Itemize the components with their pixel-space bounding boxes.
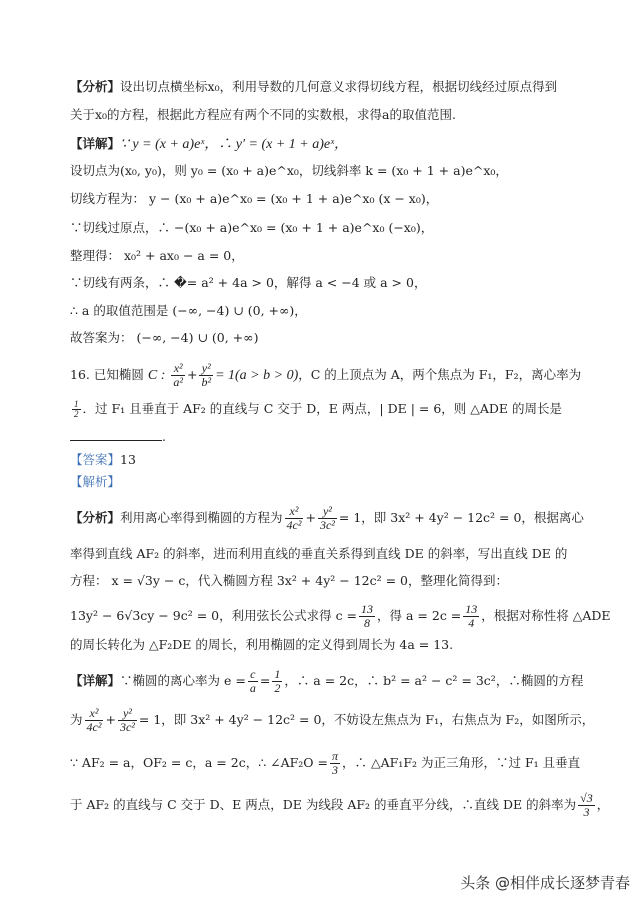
analysis16-line-2 <box>70 545 567 563</box>
text: = 1，即 3x² + 4y² − 12c² = 0，根据离心 <box>338 510 584 525</box>
numerator: 13 <box>361 602 374 616</box>
text: ∵切线过原点，∴ −(x₀ + a)e^x₀ = (x₀ + 1 + a)e^x₀ (−x₀)， <box>70 220 434 235</box>
numerator: 13 <box>465 602 478 616</box>
text: 13y² − 6√3cy − 9c² = 0，利用弦长公式求得 c = <box>70 608 358 623</box>
fraction <box>285 505 304 532</box>
numerator: c <box>248 668 258 682</box>
fraction <box>171 362 185 389</box>
prev-line-2 <box>70 162 508 180</box>
equation: C : <box>147 368 166 383</box>
prev-analysis-line-1 <box>70 78 557 96</box>
detail16-line-2: 为 $\frac{\text{x²}}{\text{4c²}}$ + $\frac{\text{y²}}{\text{3c²}}$ = 1，即 3x² + 4y² − 12c² = 0，不妨设左焦点为 F₁，右焦点为 F₂，如图所示， <box>70 706 595 734</box>
denominator: 8 <box>364 616 371 630</box>
text: ，得 a = 2c = <box>377 608 462 623</box>
text: 切线方程为： y − (x₀ + a)e^x₀ = (x₀ + 1 + a)e^x₀ (x − x₀)， <box>70 191 439 206</box>
watermark: 头条 @相伴成长逐梦青春 <box>460 874 630 892</box>
prev-line-8 <box>70 329 258 347</box>
numerator: y² <box>199 362 213 376</box>
period: . <box>162 429 166 444</box>
analysis16-line-3 <box>70 572 508 590</box>
fraction <box>248 668 258 695</box>
numerator: x² <box>285 505 304 519</box>
text: 关于x₀的方程，根据此方程应有两个不同的实数根，求得a的取值范围. <box>70 107 456 122</box>
jiexi-line <box>70 473 120 491</box>
blank-line <box>70 428 162 441</box>
prev-line-4 <box>70 219 433 237</box>
fraction <box>199 362 213 389</box>
denominator: 3c² <box>319 518 335 532</box>
fraction <box>330 750 340 777</box>
numerator: x² <box>85 707 104 721</box>
equation: = 1(a > b > 0) <box>215 368 299 383</box>
fraction <box>318 505 337 532</box>
denominator: a <box>249 681 256 695</box>
denominator: 2 <box>274 681 281 695</box>
text: 设切点为(x₀, y₀)，则 y₀ = (x₀ + a)e^x₀，切线斜率 k = (x₀ + 1 + a)e^x₀， <box>70 163 508 178</box>
denominator: 3 <box>332 763 338 777</box>
text: 利用离心率得到椭圆的方程为 <box>120 510 283 525</box>
fraction <box>578 792 595 819</box>
detail16-line-3 <box>70 750 580 777</box>
text: ．过 F₁ 且垂直于 AF₂ 的直线与 C 交于 D，E 两点，| DE | = 6，则 △ADE 的周长是 <box>82 401 563 416</box>
analysis-label: 【分析】 <box>70 79 121 94</box>
answer-blank <box>70 428 166 446</box>
numerator: 1 <box>274 667 281 681</box>
detail16-line-1 <box>70 668 583 695</box>
text: 为 <box>70 712 83 727</box>
detail-label: 【详解】 <box>70 673 121 688</box>
denominator: a² <box>173 375 183 389</box>
numerator: √3 <box>580 791 593 805</box>
analysis-label: 【分析】 <box>70 510 121 525</box>
denominator: 3 <box>583 805 590 819</box>
numerator: y² <box>318 505 337 519</box>
denominator: 3c² <box>119 720 135 734</box>
text: 整理得： x₀² + ax₀ − a = 0， <box>70 248 244 263</box>
fraction <box>463 603 479 630</box>
detail16-line-4 <box>70 792 609 819</box>
text: = 1，即 3x² + 4y² − 12c² = 0，不妨设左焦点为 F₁，右焦点为 F₂，如图所示， <box>138 712 595 727</box>
analysis16-line-1: 【分析】利用离心率得到椭圆的方程为 $\frac{\text{x²}}{\text{4c²}}$ + $\frac{\text{y²}}{\text{3c²}}$ = 1，即 3x² + 4y² − 12c² = 0，根据离心 <box>70 504 584 532</box>
fraction <box>272 668 282 695</box>
text: ，∴ △AF₁F₂ 为正三角形，∵过 F₁ 且垂直 <box>342 755 581 770</box>
fraction <box>85 707 104 734</box>
question-16-line-1: 16. 已知椭圆 C : $\frac{\text{x²}}{\text{a²}}$ + $\frac{\text{y²}}{\text{b²}}$ = 1(a > b > 0)，C 的上顶点为 A，两个焦点为 F₁，F₂，离心率为 <box>70 361 582 389</box>
text: 方程： x = √3y − c，代入椭圆方程 3x² + 4y² − 12c² = 0，整理化简得到： <box>70 573 508 588</box>
fraction <box>359 603 375 630</box>
text: 率得到直线 AF₂ 的斜率，进而利用直线的垂直关系得到直线 DE 的斜率，写出直线 DE 的 <box>70 546 568 561</box>
answer-value: 13 <box>120 452 136 467</box>
detail-label: 【详解】 <box>70 136 121 151</box>
answer-label: 【答案】 <box>70 452 121 467</box>
text: ∵ AF₂ = a，OF₂ = c，a = 2c，∴ ∠AF₂O = <box>70 755 328 770</box>
denominator: 4c² <box>86 720 102 734</box>
text: 的周长转化为 △F₂DE 的周长，利用椭圆的定义得到周长为 4a = 13. <box>70 637 454 652</box>
prev-detail-line-1 <box>70 135 348 154</box>
numerator: x² <box>171 362 185 376</box>
numerator: y² <box>118 707 137 721</box>
final-answer: 故答案为： (−∞, −4) ∪ (0, +∞) <box>70 330 259 345</box>
numerator: π <box>332 749 339 763</box>
equals: = <box>259 673 271 688</box>
question-16-line-2 <box>70 400 562 419</box>
text: ，C 的上顶点为 A，两个焦点为 F₁，F₂，离心率为 <box>298 367 582 382</box>
prev-analysis-line-2 <box>70 106 456 124</box>
text: ，∴ a = 2c，∴ b² = a² − c² = 3c²，∴椭圆的方程 <box>284 673 584 688</box>
denominator: 4 <box>468 616 475 630</box>
answer-line <box>70 451 136 469</box>
equation: ∵ y = (x + a)eˣ，∴ y′ = (x + 1 + a)eˣ， <box>120 137 349 152</box>
prev-line-7 <box>70 302 307 320</box>
text: ∵椭圆的离心率为 e = <box>120 673 246 688</box>
text: ，根据对称性将 △ADE <box>481 608 611 623</box>
question-number: 16. <box>70 367 90 382</box>
prev-line-5 <box>70 247 244 265</box>
fraction <box>72 400 81 419</box>
prev-line-6 <box>70 274 426 292</box>
text: ∵切线有两条，∴ �= a² + 4a > 0，解得 a < −4 或 a > 0， <box>70 275 427 290</box>
denominator: b² <box>201 375 212 389</box>
denominator: 2 <box>74 409 79 419</box>
prev-line-3 <box>70 190 438 208</box>
denominator: 4c² <box>286 518 302 532</box>
text: 已知椭圆 <box>93 367 144 382</box>
text: ∴ a 的取值范围是 (−∞, −4) ∪ (0, +∞)， <box>70 303 307 318</box>
fraction <box>118 707 137 734</box>
text: 于 AF₂ 的直线与 C 交于 D、E 两点，DE 为线段 AF₂ 的垂直平分线，∴直线 DE 的斜率为 <box>70 797 577 812</box>
analysis16-line-5 <box>70 636 453 654</box>
jiexi-label: 【解析】 <box>70 474 121 489</box>
numerator: 1 <box>74 399 79 409</box>
text: 设出切点横坐标x₀，利用导数的几何意义求得切线方程，根据切线经过原点得到 <box>120 79 558 94</box>
analysis16-line-4 <box>70 603 611 630</box>
text: ， <box>596 797 610 812</box>
